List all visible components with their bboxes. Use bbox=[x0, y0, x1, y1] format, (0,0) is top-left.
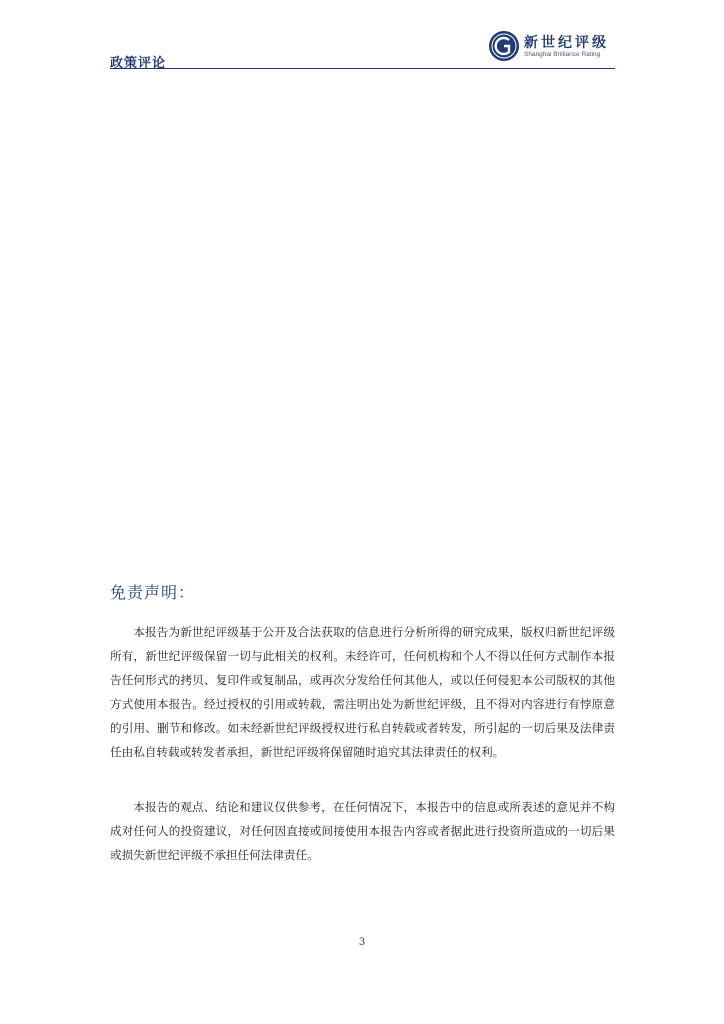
logo-emblem-icon bbox=[488, 30, 520, 62]
logo-english-name: Shanghai Brilliance Rating bbox=[524, 51, 601, 58]
page-number: 3 bbox=[358, 937, 366, 948]
disclaimer-paragraph-1: 本报告为新世纪评级基于公开及合法获取的信息进行分析所得的研究成果，版权归新世纪评级所有，新世纪评级保留一切与此相关的权利。未经许可，任何机构和个人不得以任何方式制作本报告任何形式的拷贝、复印件或复制品，或再次分发给任何其他人，或以任何侵犯本公司版权的其他方式使用本报告。经过授权的引用或转载，需注明出处为新世纪评级，且不得对内容进行有悖原意的引用、删节和修改。如未经新世纪评级授权进行私自转载或者转发，所引起的一切后果及法律责任由私自转载或转发者承担，新世纪评级将保留随时追究其法律责任的权利。 bbox=[110, 625, 615, 759]
logo-chinese-name: 新世纪评级 bbox=[524, 35, 609, 51]
disclaimer-paragraph-2: 本报告的观点、结论和建议仅供参考，在任何情况下，本报告中的信息或所表述的意见并不构成对任何人的投资建议，对任何因直接或间接使用本报告内容或者据此进行投资所造成的一切后果或损失新世纪评级不承担任何法律责任。 bbox=[110, 800, 615, 862]
header-section-title: 政策评论 bbox=[110, 56, 167, 71]
disclaimer-heading: 免责声明： bbox=[110, 583, 196, 602]
header-divider bbox=[110, 68, 615, 69]
brand-logo bbox=[488, 30, 618, 64]
